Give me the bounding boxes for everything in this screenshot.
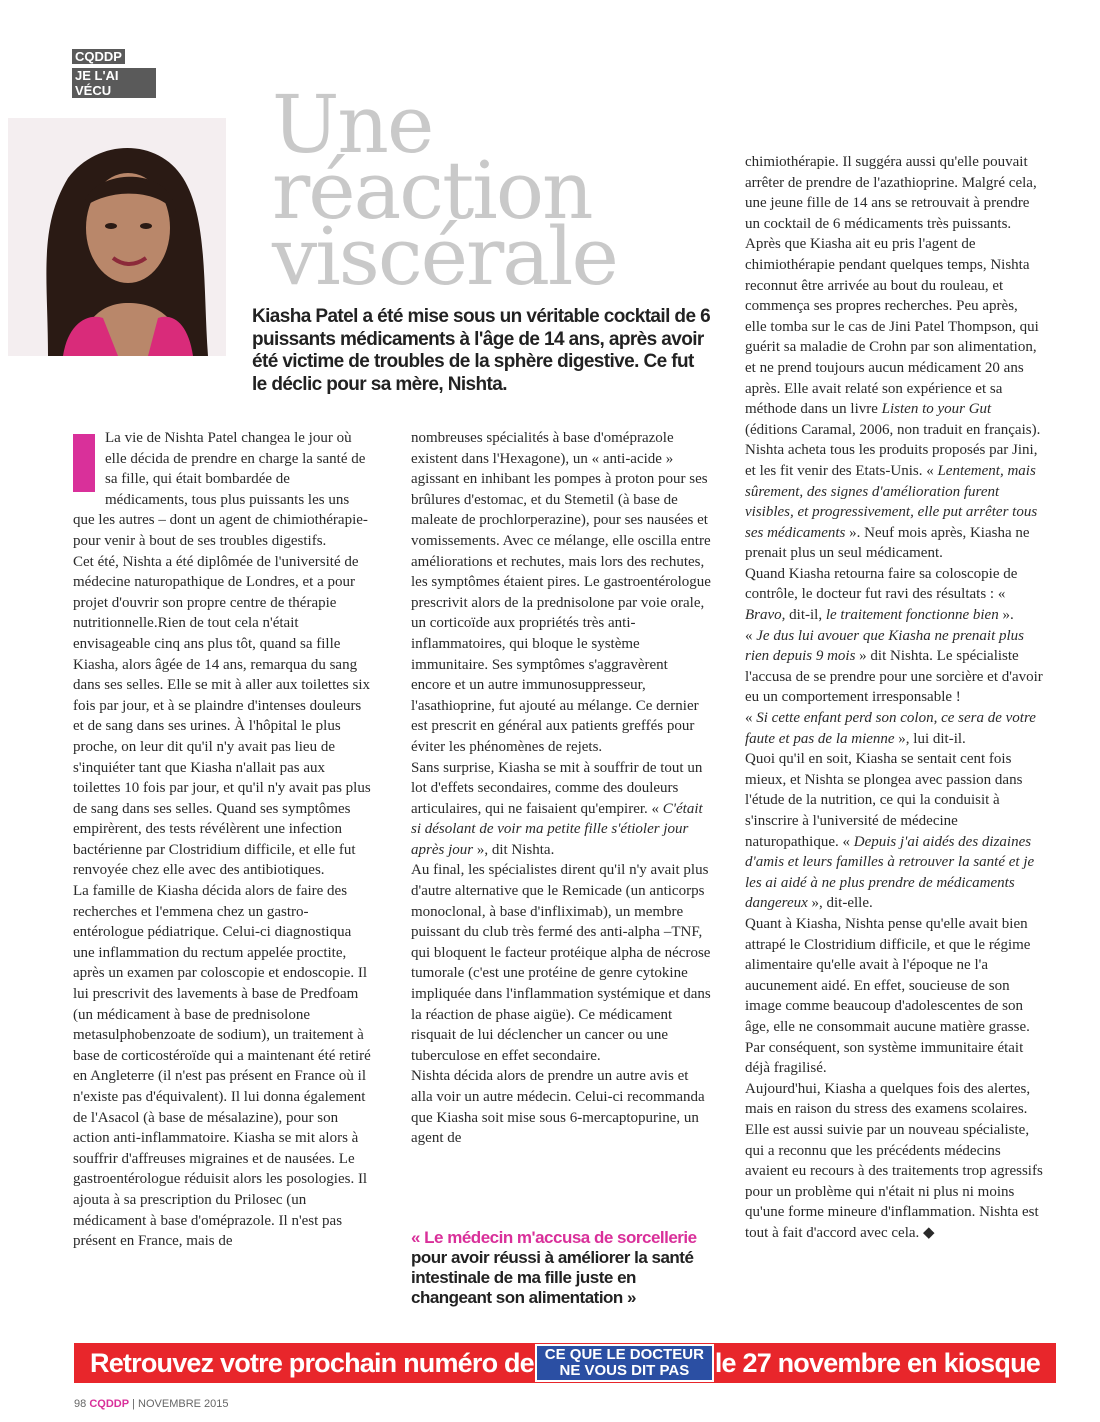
col2-paragraph-3: Au final, les spécialistes dirent qu'il n'y avait plus d'autre alternative que le Remicade (un anticorps monoclonal, à base d'infliximab), un membre puissant du club très fermé des anti-alpha –TNF, qui bloquent le facteur protéique alpha de nécrose tumorale (c'est une protéine de genre cytokine impliquée dans l'inflammation systémique et dans la réaction de phase aigüe). Ce médicament risquait de lui déclencher un cancer ou une tuberculose en effet secondaire. bbox=[411, 862, 711, 1064]
page-footer bbox=[74, 1398, 229, 1410]
col3-paragraph-6 bbox=[745, 708, 1043, 749]
col3-p4-mid: dit-il, bbox=[789, 607, 823, 624]
col2-p2-tail: », dit Nishta. bbox=[476, 841, 555, 858]
magazine-badge bbox=[535, 1344, 714, 1382]
pull-quote bbox=[411, 1228, 711, 1308]
col3-p3-tail: ». Neuf mois après, Kiasha ne prenait plus un seul médicament. bbox=[745, 524, 1030, 562]
pull-quote-text: pour avoir réussi à améliorer la santé intestinale de ma fille juste en changeant son alimentation » bbox=[411, 1248, 694, 1307]
footer-brand: CQDDP bbox=[89, 1398, 130, 1410]
page-number: 98 bbox=[74, 1398, 87, 1410]
col3-paragraph-1: chimiothérapie. Il suggéra aussi qu'elle pouvait arrêter de prendre de l'azathioprine. Malgré cela, une jeune fille de 14 ans se retrouvait à prendre un cocktail de 6 médicaments très puissants. bbox=[745, 154, 1037, 232]
col3-paragraph-7 bbox=[745, 749, 1043, 914]
footer-date: | NOVEMBRE 2015 bbox=[132, 1398, 229, 1410]
col3-book-title: Listen to your Gut bbox=[881, 401, 992, 418]
col3-p2-tail: (éditions Caramal, 2006, non traduit en français). bbox=[745, 421, 1041, 438]
pull-quote-highlight: « Le médecin m'accusa de sorcellerie bbox=[411, 1228, 697, 1247]
col1-paragraph-1: La vie de Nishta Patel changea le jour où elle décida de prendre en charge la santé de sa fille, qui était bombardée de médicaments, tous plus puissants les uns que les autres – dont un agent de chimiothérapie- pour venir à bout de ses troubles digestifs. bbox=[73, 430, 368, 549]
col2-paragraph-1: nombreuses spécialités à base d'oméprazole existent dans l'Hexagone), un « anti-acide » agissant en inhibant les pompes à proton pour ses brûlures d'estomac, et du Stemetil (à base de maleate de prochlorperazine), pour ses nausées et vomissements. Avec ce mélange, elle oscilla entre améliorations et rechutes, mais lors des rechutes, les symptômes étaient pires. Le gastroentérologue prescrivit alors de la prednisolone par voie orale, un corticoïde aux propriétés très anti-inflammatoires, qui bloque le système immunitaire. Ses symptômes s'aggravèrent encore et un autre immunosuppresseur, l'asathioprine, fut ajouté au mélange. Ce dernier est prescrit en général aux patients greffés pour éviter les phénomènes de rejets. bbox=[411, 430, 711, 755]
column-3 bbox=[745, 152, 1043, 1243]
col3-paragraph-3 bbox=[745, 440, 1043, 564]
column-2 bbox=[411, 428, 711, 1149]
col3-paragraph-2 bbox=[745, 234, 1043, 440]
col3-p7-text: Quoi qu'il en soit, Kiasha se sentait cent fois mieux, et Nishta se plongea avec passion dans l'étude de la nutrition, ce qui la conduisit à s'inscrire à l'université de médecine naturopathique. « bbox=[745, 751, 1023, 850]
col3-paragraph-5 bbox=[745, 626, 1043, 708]
col3-p7-quote: Depuis j'ai aidés des dizaines d'amis et leurs familles à retrouver la santé et je les ai aidé à ne plus prendre de médicaments dangereux bbox=[745, 833, 1035, 912]
col2-paragraph-4: Nishta décida alors de prendre un autre avis et alla voir un autre médecin. Celui-ci recommanda que Kiasha soit mise sous 6-mercaptopurine, un agent de bbox=[411, 1068, 705, 1147]
col1-paragraph-2: Cet été, Nishta a été diplômée de l'université de médecine naturopathique de Londres, et a pour projet d'ouvrir son propre centre de thérapie nutritionnelle.Rien de tout cela n'était envisageable cinq ans plus tôt, quand sa fille Kiasha, alors âgée de 14 ans, remarqua du sang dans ses selles. Elle se mit à aller aux toilettes six fois par jour, et à se plaindre d'intenses douleurs et de sang dans ses urines. À l'hôpital le plus proche, on leur dit qu'il n'y avait pas lieu de s'inquiéter tant que Kiasha n'allait pas aux toilettes 10 fois par jour, et qu'il n'y avait pas plus de sang dans ses selles. Quand ses symptômes empirèrent, des tests révélèrent une infection bactérienne par Clostridium difficile, et elle fut renvoyée chez elle avec des antibiotiques. bbox=[73, 553, 371, 879]
portrait-photo bbox=[8, 118, 226, 356]
badge-line-1: CE QUE LE DOCTEUR bbox=[544, 1346, 704, 1363]
col3-p3-text: Nishta acheta tous les produits proposés par Jini, et les fit venir des Etats-Unis. « bbox=[745, 442, 1038, 479]
col3-p5-open: « bbox=[745, 627, 753, 644]
col3-p4-quote-a: Bravo, bbox=[745, 607, 786, 624]
col3-p2-text: Après que Kiasha ait eu pris l'agent de chimiothérapie pendant quelques temps, Nishta reconnut être arrivée au bout du rouleau, et commença ses propres recherches. Peu après, elle tomba sur le cas de Jini Patel Thompson, qui guérit sa maladie de Crohn par son alimentation, et ne prend toujours aucun médicament 20 ans après. Elle avait relaté son expérience et sa méthode dans un livre bbox=[745, 236, 1039, 418]
banner-right-text: le 27 novembre en kiosque bbox=[714, 1347, 1040, 1378]
column-1 bbox=[73, 428, 373, 1252]
col3-p3-quote: Lentement, mais sûrement, des signes d'amélioration furent visibles, et progressivement, elle put arrêter tous ses médicaments bbox=[745, 462, 1038, 541]
col2-paragraph-2 bbox=[411, 758, 711, 861]
badge-line-2: NE VOUS DIT PAS bbox=[559, 1362, 690, 1379]
col2-p2-quote: C'était si désolant de voir ma petite fille s'étioler jour après jour bbox=[411, 800, 703, 858]
col3-p4-tail: ». bbox=[1002, 607, 1014, 624]
drop-cap-block bbox=[73, 434, 95, 492]
section-tag-brand: CQDDP bbox=[72, 49, 125, 64]
col1-paragraph-3: La famille de Kiasha décida alors de faire des recherches et l'emmena chez un gastro-entérologue pédiatrique. Celui-ci diagnostiqua une inflammation du rectum appelée proctite, après un examen par coloscopie et endoscopie. Il lui prescrivit des lavements à base de Predfoam (un médicament à base de prednisolone metasulphobenzoate de sodium), un traitement à base de corticostéroïde qui a maintenant été retiré en Angleterre (il n'est pas présent en France où il n'existe pas d'équivalent). Il lui donna également de l'Asacol (à base de mésalazine), pour son action anti-inflammatoire. Kiasha se mit alors à souffrir d'affreuses migraines et de nausées. Le gastroentérologue réduisit alors les posologies. Il ajouta à sa prescription du Prilosec (un médicament à base d'oméprazole. Il n'est pas présent en France, mais de bbox=[73, 883, 371, 1250]
title-line-3: viscérale bbox=[272, 210, 617, 303]
next-issue-banner bbox=[74, 1343, 1056, 1383]
title-line-1: Une bbox=[272, 78, 433, 171]
col3-p5-tail: » dit Nishta. Le spécialiste l'accusa de se prendre pour une sorcière et d'avoir eu un comportement irresponsable ! bbox=[745, 648, 1043, 706]
col3-p6-tail: », lui dit-il. bbox=[898, 730, 966, 747]
col3-paragraph-8: Quant à Kiasha, Nishta pense qu'elle avait bien attrapé le Clostridium difficile, et que le régime alimentaire qu'elle avait à l'époque ne l'a aucunement aidé. En effet, soucieuse de son image comme beaucoup d'adolescentes de son âge, elle ne consommait aucune matière grasse. Par conséquent, son système immunitaire était déjà fragilisé. bbox=[745, 915, 1031, 1077]
article-title bbox=[272, 78, 617, 303]
col3-p4-text: Quand Kiasha retourna faire sa coloscopie de contrôle, le docteur fut ravi des résultats : « bbox=[745, 565, 1018, 603]
col3-p6-open: « bbox=[745, 710, 753, 727]
col3-p4-quote-b: le traitement fonctionne bien bbox=[825, 607, 999, 624]
title-line-2: réaction bbox=[272, 144, 592, 237]
col3-p7-tail: », dit-elle. bbox=[811, 895, 873, 912]
lead-paragraph: Kiasha Patel a été mise sous un véritable cocktail de 6 puissants médicaments à l'âge de 14 ans, après avoir été victime de troubles de la sphère digestive. Ce fut le déclic pour sa mère, Nishta. bbox=[252, 306, 711, 395]
section-tag bbox=[72, 48, 156, 98]
section-tag-label: JE L'AI VÉCU bbox=[72, 68, 156, 98]
col3-p5-quote: Je dus lui avouer que Kiasha ne prenait plus rien depuis 9 mois bbox=[745, 627, 1024, 665]
col3-p6-quote: Si cette enfant perd son colon, ce sera de votre faute et pas de la mienne bbox=[745, 710, 1036, 747]
col2-p2-text: Sans surprise, Kiasha se mit à souffrir de tout un lot d'effets secondaires, comme des douleurs articulaires, qui ne faisaient qu'empirer. « bbox=[411, 759, 703, 817]
col3-paragraph-9: Aujourd'hui, Kiasha a quelques fois des alertes, mais en raison du stress des examens scolaires. Elle est aussi suivie par un nouveau spécialiste, qui a reconnu que les précédents médecins avaient eu recours à des traitements trop agressifs pour un problème qui n'était ni plus ni moins qu'une forme mineure d'inflammation. Nishta est tout à fait d'accord avec cela. ◆ bbox=[745, 1080, 1043, 1241]
banner-left-text: Retrouvez votre prochain numéro de bbox=[90, 1347, 534, 1378]
col3-paragraph-4 bbox=[745, 564, 1043, 626]
